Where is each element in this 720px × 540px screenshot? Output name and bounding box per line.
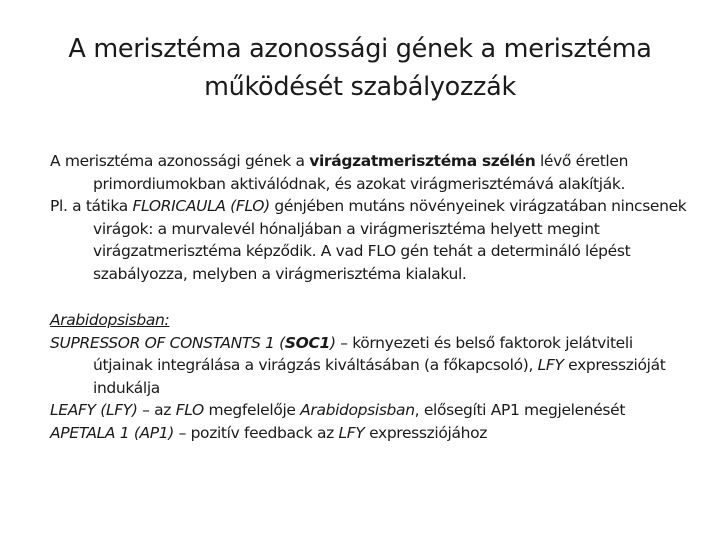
text-run: lévő éretlen primordiumokban aktiválódnak, és azokat virágmerisztémává alakítják. xyxy=(93,152,629,193)
organism-name: Arabidopsisban xyxy=(300,401,415,419)
gene-symbol: SOC1 xyxy=(284,333,330,352)
text-run: megfelelője xyxy=(203,401,301,419)
paragraph-meristem-identity xyxy=(50,150,690,195)
gene-name: ) xyxy=(329,333,336,352)
bold-term: virágzatmerisztéma szélén xyxy=(309,152,536,170)
gene-name: FLORICAULA (FLO) xyxy=(132,197,270,215)
paragraph-lfy xyxy=(50,399,690,422)
heading-arabidopsis: Arabidopsisban: xyxy=(50,311,170,329)
slide-body xyxy=(50,150,690,444)
gene-name: APETALA 1 (AP1) xyxy=(50,423,175,442)
text-run: expressziójához xyxy=(364,423,487,442)
text-run: génjében mutáns növényeinek virágzatában nincsenek virágok: a murvalevél hónaljában a virágmerisztéma helyett megint virágzatmerisztéma képződik. A vad FLO gén tehát a determináló lépést szabályozza, melyben a virágmerisztéma kialakul. xyxy=(93,197,687,283)
gene-symbol: LFY xyxy=(537,356,564,374)
gene-symbol: FLO xyxy=(175,401,204,419)
section-heading xyxy=(50,309,690,332)
title-line-1: A merisztéma azonossági gének a merisztéma xyxy=(68,34,652,64)
gene-symbol: LFY xyxy=(338,423,365,442)
slide-title xyxy=(40,30,680,106)
paragraph-ap1 xyxy=(50,422,690,445)
paragraph-soc1 xyxy=(50,332,690,400)
gene-name: LEAFY (LFY) xyxy=(50,401,138,419)
text-run: – pozitív feedback az xyxy=(174,423,339,442)
title-line-2: működését szabályozzák xyxy=(204,72,516,102)
text-run: – az xyxy=(137,401,176,419)
text-run: Pl. a tátika xyxy=(50,197,133,215)
text-run: A merisztéma azonossági gének a xyxy=(50,152,310,170)
text-run: expresszióját indukálja xyxy=(93,356,666,397)
gene-name: SUPRESSOR OF CONSTANTS 1 ( xyxy=(50,333,285,352)
paragraph-floricaula-example xyxy=(50,195,690,285)
text-run: – környezeti és belső faktorok jelátviteli útjainak integrálása a virágzás kiváltásában (a főkapcsoló), xyxy=(93,333,633,374)
spacer xyxy=(50,285,690,309)
text-run: , elősegíti AP1 megjelenését xyxy=(414,401,626,419)
